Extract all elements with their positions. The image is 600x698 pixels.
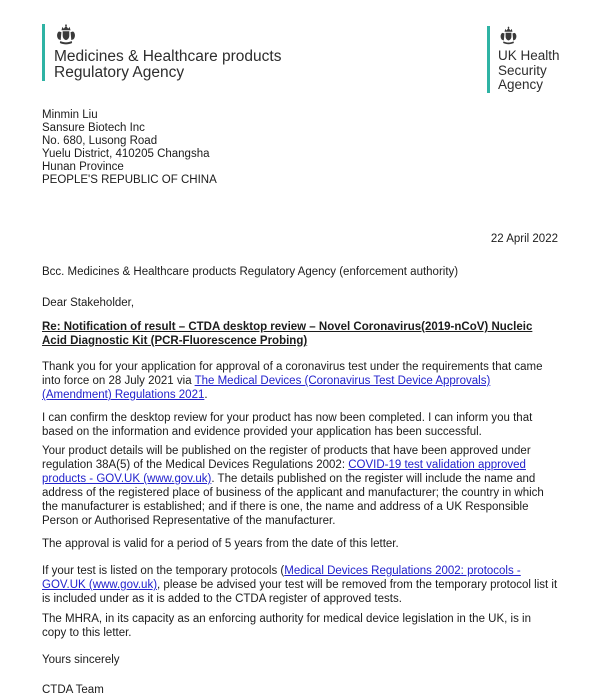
recipient-name: Minmin Liu [42, 109, 98, 121]
mhra-logo [42, 24, 281, 81]
protocols-link[interactable]: Medical Devices Regulations 2002: protocols - GOV.UK (www.gov.uk) [42, 565, 521, 591]
ukhsa-logo-line1: UK Health [498, 48, 560, 63]
subject-line: Re: Notification of result – CTDA desktop review – Novel Coronavirus(2019-nCoV) Nucleic Acid Diagnostic Kit (PCR-Fluorescence Probing) [42, 321, 533, 347]
royal-crest-icon [54, 24, 78, 46]
signature: CTDA Team [42, 684, 104, 696]
ukhsa-logo-line3: Agency [498, 77, 544, 92]
recipient-district: Yuelu District, 410205 Changsha [42, 148, 210, 160]
paragraph-application [42, 360, 558, 402]
paragraph-confirmation: I can confirm the desktop review for your product has now been completed. I can inform you that based on the information and evidence provided your application has been successful. [42, 412, 533, 438]
ukhsa-logo [487, 26, 560, 93]
recipient-country: PEOPLE'S REPUBLIC OF CHINA [42, 174, 217, 186]
bcc-line: Bcc. Medicines & Healthcare products Regulatory Agency (enforcement authority) [42, 266, 459, 278]
ukhsa-logo-line2: Security [498, 62, 547, 78]
paragraph-text: If your test is listed on the temporary protocols ( [42, 565, 285, 577]
paragraph-text: . The details published on the register will include the name and address of the registered place of business of the applicant and manufacturer; the country in which the manufacturer is established; and if there is one, the name and address of a UK Responsible Person or Authorised Representative of the manufacturer. [42, 473, 544, 527]
royal-crest-icon [498, 26, 519, 46]
paragraph-text: , please be advised your test will be removed from the temporary protocol list it is included under as it is added to the CTDA register of approved tests. [42, 579, 558, 605]
recipient-province: Hunan Province [42, 161, 124, 173]
letter-date: 22 April 2022 [490, 233, 558, 245]
paragraph-register [42, 444, 558, 528]
letter-content [42, 109, 558, 697]
recipient-street: No. 680, Lusong Road [42, 135, 158, 147]
paragraph-validity: The approval is valid for a period of 5 years from the date of this letter. [42, 538, 399, 550]
regulations-2021-link[interactable]: The Medical Devices (Coronavirus Test Device Approvals) (Amendment) Regulations 2021 [42, 375, 491, 401]
paragraph-text: Thank you for your application for approval of a coronavirus test under the requirements that came into force on 28 July 2021 via [42, 361, 543, 387]
salutation: Dear Stakeholder, [42, 297, 135, 309]
paragraph-text: Your product details will be published on the register of products that have been approved under regulation 38A(5) of the Medical Devices Regulations 2002: [42, 445, 531, 471]
mhra-logo-line1: Medicines & Healthcare products [54, 48, 282, 65]
recipient-address [42, 109, 558, 187]
approved-products-link[interactable]: COVID-19 test validation approved products - GOV.UK (www.gov.uk) [42, 459, 526, 485]
paragraph-text: . [204, 389, 208, 401]
paragraph-mhra-copy: The MHRA, in its capacity as an enforcing authority for medical device legislation in the UK, is in copy to this letter. [42, 613, 531, 639]
closing: Yours sincerely [42, 654, 120, 666]
mhra-logo-line2: Regulatory Agency [54, 64, 185, 81]
paragraph-protocols [42, 564, 558, 606]
recipient-company: Sansure Biotech Inc [42, 122, 145, 134]
